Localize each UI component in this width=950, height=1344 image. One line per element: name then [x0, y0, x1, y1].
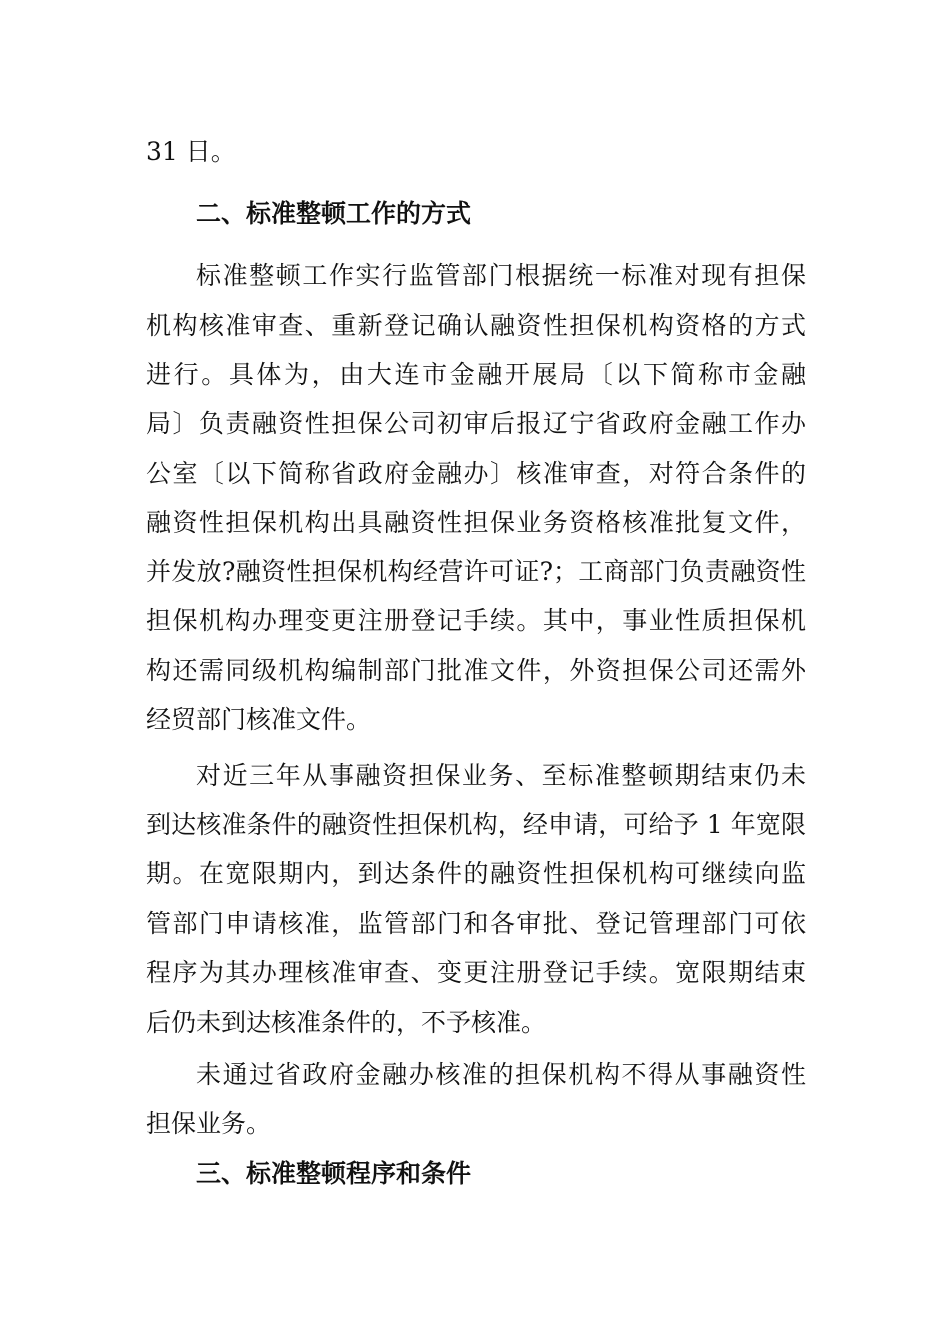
paragraph-line: 担保业务。 — [146, 1109, 272, 1138]
paragraph-line: 程序为其办理核准审查、变更注册登记手续。宽限期结束 — [146, 958, 806, 987]
paragraph-line: 后仍未到达核准条件的，不予核准。 — [146, 1008, 547, 1037]
paragraph-line: 融资性担保机构出具融资性担保业务资格核准批复文件， — [146, 508, 806, 537]
text-line: 31 日。 — [146, 137, 236, 166]
paragraph-line: 标准整顿工作实行监管部门根据统一标准对现有担保 — [196, 261, 806, 290]
paragraph-line: 到达核准条件的融资性担保机构，经申请，可给予 1 年宽限 — [146, 810, 806, 839]
paragraph-line: 对近三年从事融资担保业务、至标准整顿期结束仍未 — [196, 761, 806, 790]
paragraph-line: 期。在宽限期内，到达条件的融资性担保机构可继续向监 — [146, 859, 806, 888]
paragraph-line: 进行。具体为，由大连市金融开展局〔以下简称市金融 — [146, 360, 806, 389]
paragraph-line: 管部门申请核准，监管部门和各审批、登记管理部门可依 — [146, 909, 806, 938]
paragraph-line: 公室〔以下简称省政府金融办〕核准审查，对符合条件的 — [146, 459, 806, 488]
section-heading: 三、标准整顿程序和条件 — [196, 1159, 472, 1188]
paragraph-line: 经贸部门核准文件。 — [146, 705, 372, 734]
section-heading: 二、标准整顿工作的方式 — [196, 199, 472, 228]
paragraph-line: 局〕负责融资性担保公司初审后报辽宁省政府金融工作办 — [146, 409, 806, 438]
paragraph-line: 未通过省政府金融办核准的担保机构不得从事融资性 — [196, 1060, 806, 1089]
paragraph-line: 并发放?融资性担保机构经营许可证?；工商部门负责融资性 — [146, 557, 806, 586]
paragraph-line: 担保机构办理变更注册登记手续。其中，事业性质担保机 — [146, 606, 806, 635]
paragraph-line: 构还需同级机构编制部门批准文件，外资担保公司还需外 — [146, 656, 806, 685]
paragraph-line: 机构核准审查、重新登记确认融资性担保机构资格的方式 — [146, 311, 806, 340]
